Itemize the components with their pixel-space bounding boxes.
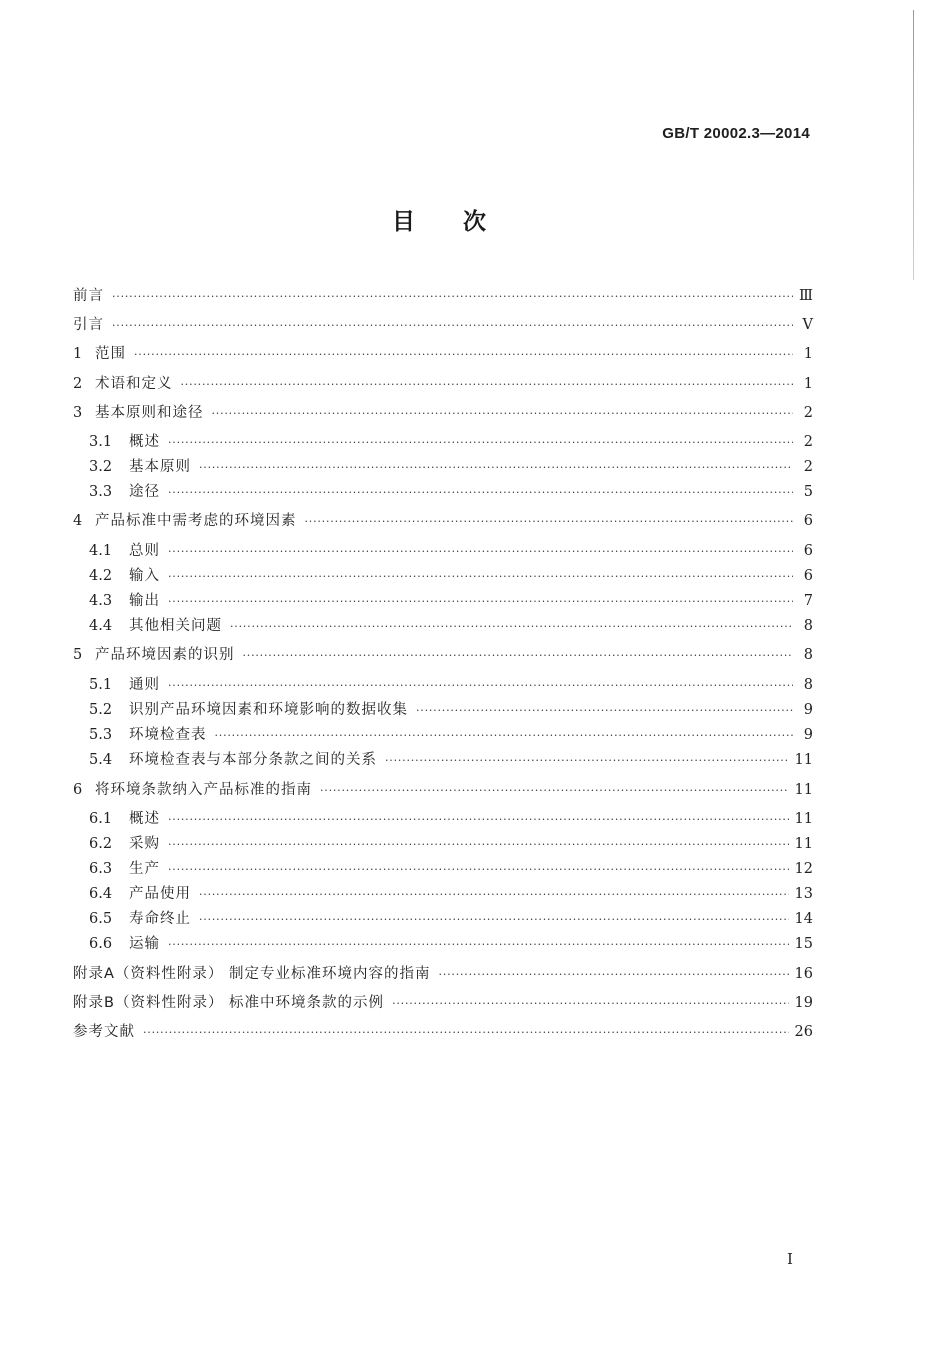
- toc-entry-number: 3.2: [89, 459, 113, 475]
- toc-entry-page: 14: [794, 911, 813, 927]
- toc-leader-dots: [168, 833, 789, 857]
- toc-leader-dots: [168, 933, 789, 957]
- toc-entry-number: 4.4: [89, 618, 113, 634]
- toc-entry-number: 4: [73, 513, 83, 529]
- toc-entry-label: 环境检查表: [129, 727, 207, 743]
- page-title: 目次: [392, 209, 534, 235]
- toc-entry-label: 生产: [129, 861, 160, 877]
- toc-entry-label: 概述: [129, 811, 160, 827]
- toc-leader-dots: [168, 808, 789, 832]
- toc-entry-5-2[interactable]: [89, 698, 813, 722]
- toc-entry-page: 19: [794, 995, 813, 1011]
- toc-entry-label: 识别产品环境因素和环境影响的数据收集: [129, 702, 408, 718]
- toc-entry-page: 16: [794, 966, 813, 982]
- toc-entry-4[interactable]: [73, 509, 813, 533]
- toc-leader-dots: [199, 883, 789, 907]
- toc-entry-page: 9: [803, 727, 813, 743]
- toc-entry-number: 5.4: [89, 752, 113, 768]
- toc-leader-dots: [230, 615, 793, 639]
- toc-entry-number: 3: [73, 405, 83, 421]
- toc-entry-label: 产品环境因素的识别: [95, 647, 235, 663]
- toc-entry-3-2[interactable]: [89, 455, 813, 479]
- toc-leader-dots: [243, 644, 794, 668]
- toc-leader-dots: [168, 431, 793, 455]
- toc-entry-label: 途径: [129, 484, 160, 500]
- toc-entry-4-2[interactable]: [89, 564, 813, 588]
- toc-entry-page: 6: [803, 513, 813, 529]
- toc-entry-6-4[interactable]: [89, 882, 813, 906]
- toc-entry-6-5[interactable]: [89, 907, 813, 931]
- toc-entry-5-1[interactable]: [89, 673, 813, 697]
- toc-entry-page: 2: [803, 459, 813, 475]
- toc-entry-number: 2: [73, 376, 83, 392]
- toc-entry-4-1[interactable]: [89, 539, 813, 563]
- toc-leader-dots: [112, 285, 793, 309]
- toc-entry-label: 其他相关问题: [129, 618, 222, 634]
- toc-entry-4-4[interactable]: [89, 614, 813, 638]
- toc-entry-page: 11: [794, 836, 813, 852]
- toc-entry-number: 6.2: [89, 836, 113, 852]
- toc-entry-3[interactable]: [73, 401, 813, 425]
- toc-entry-foreword[interactable]: [73, 284, 813, 308]
- toc-entry-6-1[interactable]: [89, 807, 813, 831]
- toc-entry-label: 术语和定义: [95, 376, 173, 392]
- toc-entry-page: 8: [803, 677, 813, 693]
- toc-leader-dots: [385, 749, 789, 773]
- toc-entry-number: 5: [73, 647, 83, 663]
- toc-entry-appendix-a[interactable]: [73, 962, 813, 986]
- toc-entry-page: 5: [803, 484, 813, 500]
- toc-entry-page: 13: [794, 886, 813, 902]
- toc-leader-dots: [168, 565, 793, 589]
- toc-leader-dots: [143, 1021, 789, 1045]
- toc-entry-label: 采购: [129, 836, 160, 852]
- toc-entry-6-3[interactable]: [89, 857, 813, 881]
- toc-entry-number: 1: [73, 346, 83, 362]
- toc-entry-label: 输入: [129, 568, 160, 584]
- toc-entry-label: 附录B（资料性附录） 标准中环境条款的示例: [73, 995, 385, 1011]
- toc-entry-number: 3.3: [89, 484, 113, 500]
- toc-entry-number: 6: [73, 782, 83, 798]
- toc-entry-page: 1: [803, 346, 813, 362]
- toc-entry-number: 4.1: [89, 543, 113, 559]
- toc-entry-page: 15: [794, 936, 813, 952]
- toc-leader-dots: [112, 314, 793, 338]
- toc-entry-page: 11: [794, 782, 813, 798]
- toc-entry-label: 寿命终止: [129, 911, 191, 927]
- toc-leader-dots: [168, 540, 793, 564]
- toc-leader-dots: [134, 343, 793, 367]
- toc-entry-page: 26: [794, 1024, 813, 1040]
- toc-entry-page: 6: [803, 568, 813, 584]
- page-number: Ⅰ: [787, 1250, 793, 1268]
- toc-entry-page: Ⅴ: [802, 317, 813, 333]
- toc-entry-page: 8: [803, 618, 813, 634]
- toc-leader-dots: [215, 724, 794, 748]
- standard-code: GB/T 20002.3—2014: [662, 125, 810, 142]
- toc-entry-6-2[interactable]: [89, 832, 813, 856]
- toc-entry-page: 8: [803, 647, 813, 663]
- toc-leader-dots: [212, 402, 794, 426]
- toc-entry-label: 附录A（资料性附录） 制定专业标准环境内容的指南: [73, 966, 431, 982]
- toc-entry-number: 5.3: [89, 727, 113, 743]
- toc-entry-5-4[interactable]: [89, 748, 813, 772]
- toc-entry-number: 6.1: [89, 811, 113, 827]
- toc-entry-page: Ⅲ: [799, 288, 813, 304]
- toc-entry-label: 产品使用: [129, 886, 191, 902]
- toc-entry-number: 6.4: [89, 886, 113, 902]
- toc-entry-page: 2: [803, 405, 813, 421]
- toc-entry-introduction[interactable]: [73, 313, 813, 337]
- toc-leader-dots: [320, 779, 789, 803]
- toc-entry-label: 将环境条款纳入产品标准的指南: [95, 782, 312, 798]
- toc-leader-dots: [416, 699, 793, 723]
- toc-entry-appendix-b[interactable]: [73, 991, 813, 1015]
- toc-entry-number: 6.3: [89, 861, 113, 877]
- toc-leader-dots: [439, 963, 789, 987]
- toc-entry-5-3[interactable]: [89, 723, 813, 747]
- toc-entry-4-3[interactable]: [89, 589, 813, 613]
- toc-entry-number: 6.5: [89, 911, 113, 927]
- toc-entry-label: 通则: [129, 677, 160, 693]
- toc-entry-3-1[interactable]: [89, 430, 813, 454]
- toc-leader-dots: [181, 373, 794, 397]
- toc-leader-dots: [168, 858, 789, 882]
- toc-entry-page: 12: [794, 861, 813, 877]
- toc-entry-page: 11: [794, 811, 813, 827]
- toc-entry-1[interactable]: [73, 342, 813, 366]
- toc-leader-dots: [168, 674, 793, 698]
- toc-entry-number: 5.2: [89, 702, 113, 718]
- toc-entry-references[interactable]: [73, 1020, 813, 1044]
- toc-leader-dots: [168, 481, 793, 505]
- toc-leader-dots: [305, 510, 794, 534]
- toc-entry-label: 总则: [129, 543, 160, 559]
- toc-entry-label: 产品标准中需考虑的环境因素: [95, 513, 297, 529]
- toc-entry-label: 基本原则和途径: [95, 405, 204, 421]
- toc-leader-dots: [392, 992, 788, 1016]
- toc-entry-page: 6: [803, 543, 813, 559]
- toc-entry-page: 9: [803, 702, 813, 718]
- toc-entry-page: 11: [794, 752, 813, 768]
- toc-entry-label: 概述: [129, 434, 160, 450]
- toc-entry-6-6[interactable]: [89, 932, 813, 956]
- toc-entry-label: 基本原则: [129, 459, 191, 475]
- toc-entry-6[interactable]: [73, 778, 813, 802]
- toc-entry-label: 引言: [73, 317, 104, 333]
- toc-leader-dots: [199, 908, 789, 932]
- scan-edge-line: [913, 10, 914, 280]
- toc-entry-label: 范围: [95, 346, 126, 362]
- toc-entry-label: 前言: [73, 288, 104, 304]
- toc-entry-label: 环境检查表与本部分条款之间的关系: [129, 752, 377, 768]
- toc-entry-page: 1: [803, 376, 813, 392]
- toc-entry-number: 4.3: [89, 593, 113, 609]
- toc-entry-5[interactable]: [73, 643, 813, 667]
- toc-entry-number: 5.1: [89, 677, 113, 693]
- toc-leader-dots: [168, 590, 793, 614]
- toc-entry-label: 运输: [129, 936, 160, 952]
- toc-leader-dots: [199, 456, 793, 480]
- toc-entry-label: 输出: [129, 593, 160, 609]
- toc-entry-page: 7: [803, 593, 813, 609]
- toc-entry-label: 参考文献: [73, 1024, 135, 1040]
- toc-entry-number: 4.2: [89, 568, 113, 584]
- toc-entry-number: 6.6: [89, 936, 113, 952]
- toc-entry-3-3[interactable]: [89, 480, 813, 504]
- toc-entry-2[interactable]: [73, 372, 813, 396]
- toc-entry-number: 3.1: [89, 434, 113, 450]
- toc-entry-page: 2: [803, 434, 813, 450]
